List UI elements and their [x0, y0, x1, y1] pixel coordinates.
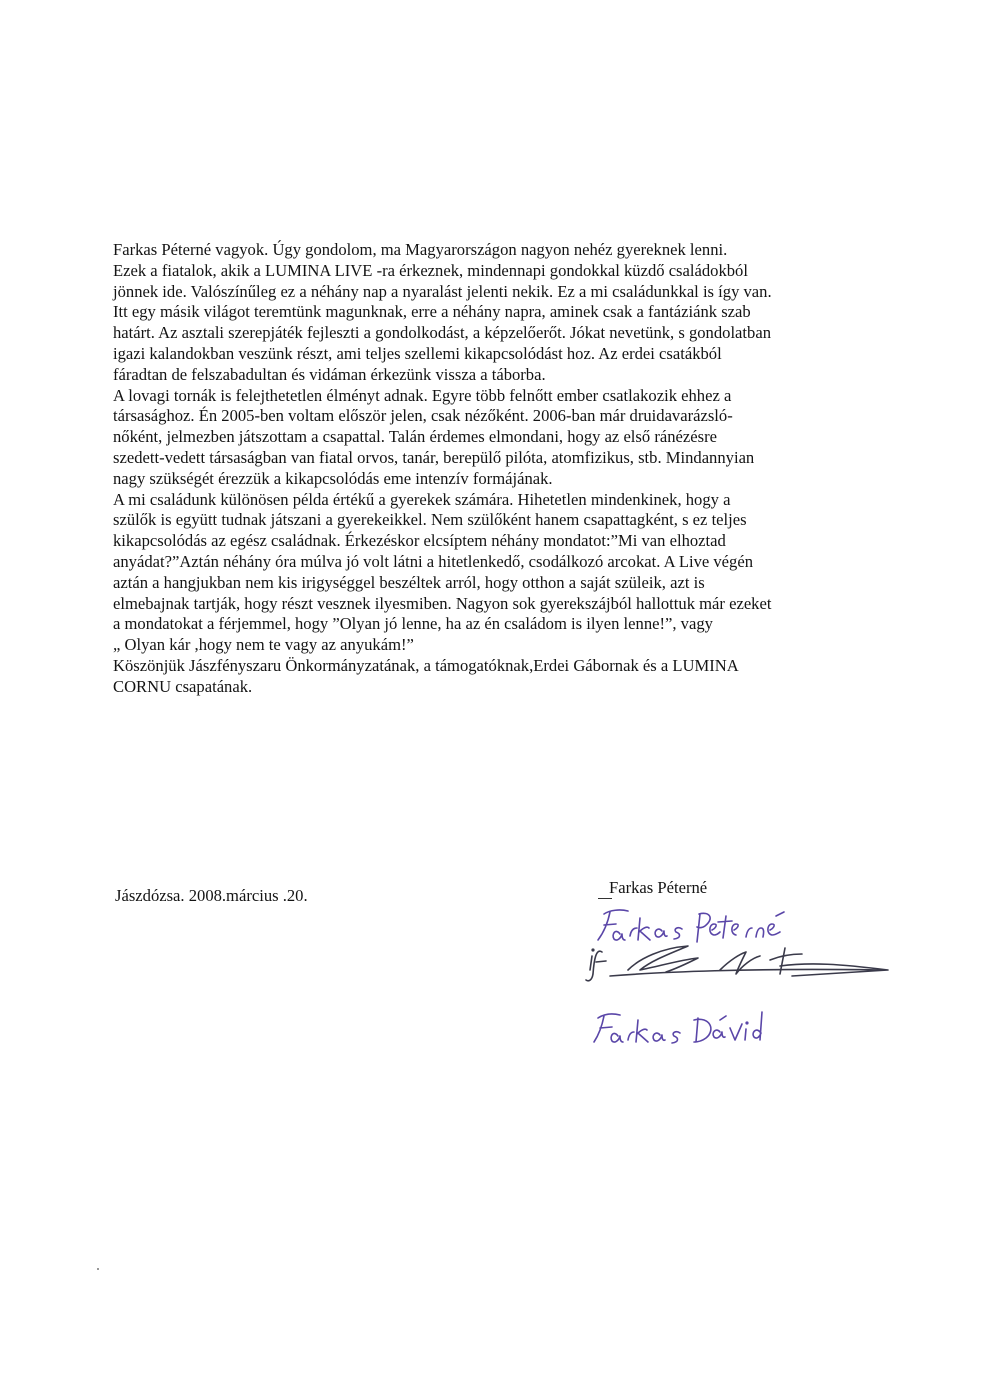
letter-line: a mondatokat a férjemmel, hogy ”Olyan jó lenne, ha az én családom is ilyen lenne!”, vagy — [113, 614, 713, 634]
letter-line: aztán a hangjukban nem kis irigységgel beszéltek arról, hogy otthon a saját szüleik, azt is — [113, 572, 705, 592]
letter-line: társasághoz. Én 2005-ben voltam először jelen, csak nézőként. 2006-ban már druidavarázsló- — [113, 406, 733, 426]
letter-line: Itt egy másik világot teremtünk magunknak, erre a néhány napra, aminek csak a fantáziánk szab — [113, 302, 751, 322]
letter-line: CORNU csapatának. — [113, 676, 253, 696]
letter-line: anyádat?”Aztán néhány óra múlva jó volt látni a hitetlenkedő, csodálkozó arcokat. A Live végén — [113, 551, 754, 571]
letter-line: „ Olyan kár ,hogy nem te vagy az anyukám!” — [113, 635, 414, 655]
signature-farkas-peterne — [598, 910, 784, 942]
letter-line: határt. Az asztali szerepjáték fejleszti a gondolkodást, a képzelőerőt. Jókat nevetünk, s gondolatban — [113, 323, 771, 343]
letter-line: kikapcsolódás az egész családnak. Érkezéskor elcsíptem néhány mondatot:”Mi van elhoztad — [113, 531, 726, 551]
letter-line: jönnek ide. Valószínűleg ez a néhány nap a nyaralást jelenti nekik. Ez a mi családunkkal is így van. — [113, 281, 772, 301]
letter-line: A mi családunk különösen példa értékű a gyerekek számára. Hihetetlen mindenkinek, hogy a — [113, 489, 731, 509]
signature-ifj — [586, 946, 888, 981]
letter-line: elmebajnak tartják, hogy részt vesznek ilyesmiben. Nagyon sok gyerekszájból hallottuk már ezeket — [113, 593, 772, 613]
letter-line: nagy szükségét érezzük a kikapcsolódás eme intenzív formájának. — [113, 468, 553, 488]
scan-speck — [97, 1268, 99, 1270]
letter-line: nőként, jelmezben játszottam a csapattal. Talán érdemes elmondani, hogy az első ránézésre — [113, 427, 717, 447]
signature-farkas-david — [594, 1012, 762, 1043]
place-date: Jászdózsa. 2008.március .20. — [115, 886, 308, 905]
letter-line: szülők is együtt tudnak játszani a gyerekeikkel. Nem szülőként hanem csapattagként, s ez teljes — [113, 510, 747, 530]
letter-line: igazi kalandokban veszünk részt, ami teljes szellemi kikapcsolódást hoz. Az erdei csatákból — [113, 343, 722, 363]
signer-name: Farkas Péterné — [609, 878, 708, 897]
handwritten-signatures — [570, 900, 910, 1060]
letter-line: A lovagi tornák is felejthetetlen élményt adnak. Egyre több felnőtt ember csatlakozik ehhez a — [113, 385, 732, 405]
letter-line: Ezek a fiatalok, akik a LUMINA LIVE -ra érkeznek, mindennapi gondokkal küzdő családokból — [113, 260, 748, 280]
letter-line: fáradtan de felszabadultan és vidáman érkezünk vissza a táborba. — [113, 364, 546, 384]
letter-body — [113, 240, 903, 698]
letter-line: szedett-vedett társaságban van fiatal orvos, tanár, berepülő pilóta, atomfizikus, stb. Mindannyian — [113, 447, 755, 467]
letter-line: Köszönjük Jászfényszaru Önkormányzatának, a támogatóknak,Erdei Gábornak és a LUMINA — [113, 655, 739, 675]
letter-line: Farkas Péterné vagyok. Úgy gondolom, ma Magyarországon nagyon nehéz gyereknek lenni. — [113, 240, 728, 259]
signature-dash — [598, 898, 612, 899]
